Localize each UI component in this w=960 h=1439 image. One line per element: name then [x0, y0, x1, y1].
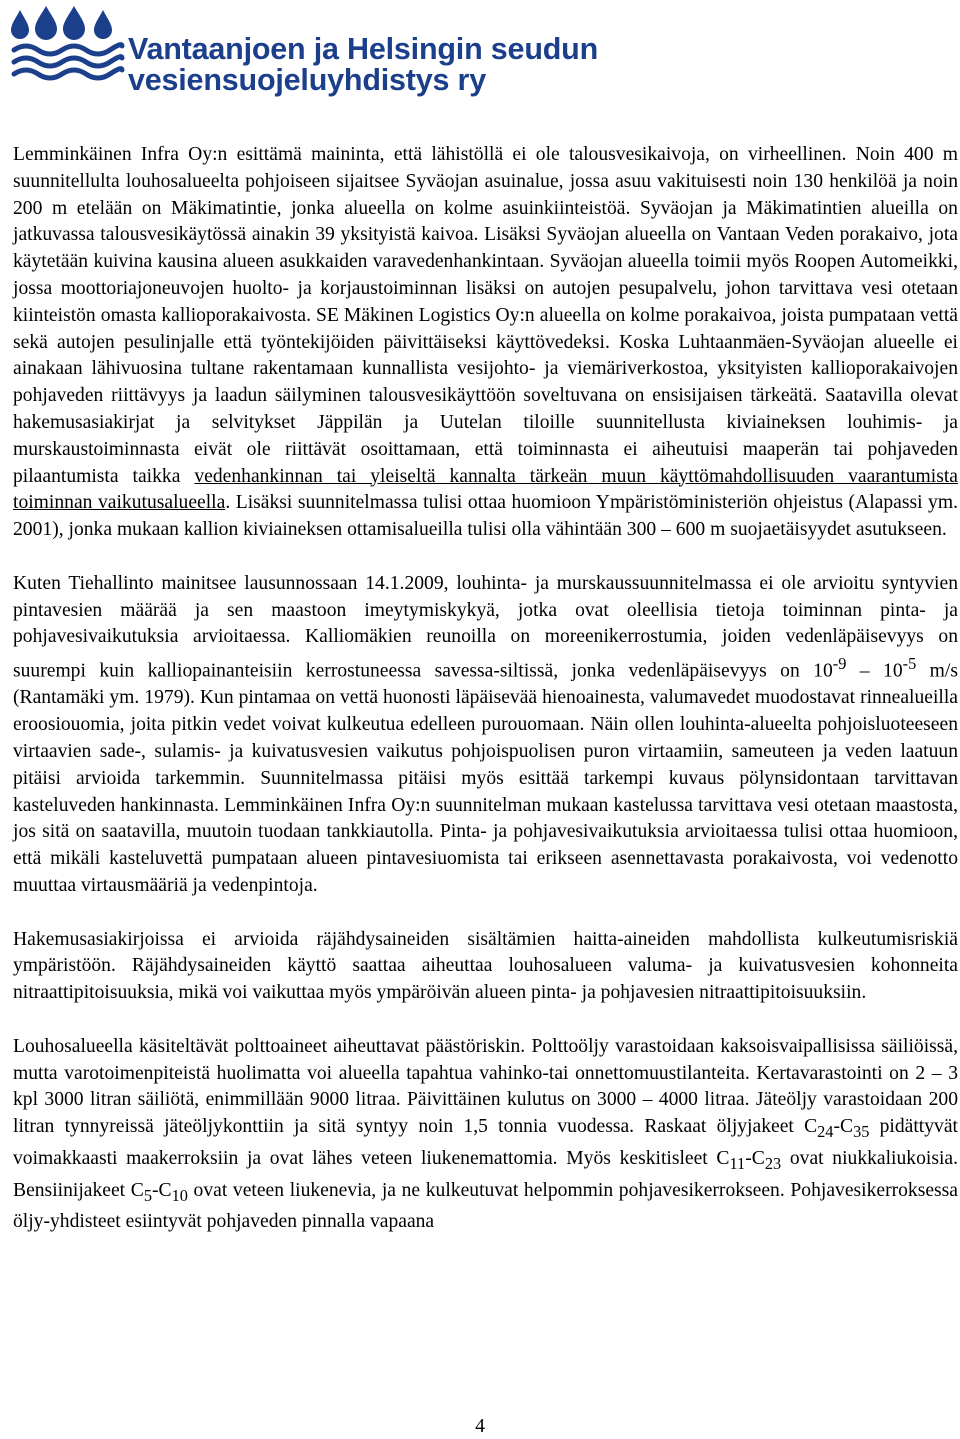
paragraph-4-part-3: pidättyvät voimakkaasti maakerroksiin ja ovat lähes veteen liukenemattomia. Myös keskitisleet C [13, 1116, 958, 1169]
organization-name-line1: Vantaanjoen ja Helsingin seudun [128, 32, 599, 66]
paragraph-1-underlined-phrase: vedenhankinnan tai yleiseltä kannalta tärkeän muun käyttömahdollisuuden vaarantumista toiminnan vaikutusalueella [13, 465, 958, 514]
paragraph-2-part-3: m/s (Rantamäki ym. 1979). Kun pintamaa on vettä huonosti läpäisevää hienoainesta, valumavedet muodostavat rinnealueilla eroosiouomia, joita pitkin vedet voivat kulkeutua edelleen purouomaan. Näin ollen louhinta-alueelta pohjoisluoteeseen virtaavien sade-, sulamis- ja kuivatusvesien vaikutus pohjoispuolisen puron virtaamiin, sameuteen ja veden laatuun pitäisi arvioida tarkemmin. Suunnitelmassa pitäisi myös esittää tarkempi kuvaus pölynsidontaan tarvittavan kasteluveden hankinnasta. Lemminkäinen Infra Oy:n suunnitelman mukaan kastelussa tarvittava vesi otetaan maastosta, jos sitä on saatavilla, muutoin tuodaan tankkiautolla. Pinta- ja pohjavesivaikutuksia arvioitaessa tulisi ottaa huomioon, että mikäli kasteluvettä pumpataan alueen pintavesiuomista tai erikseen asennettavasta porakaivosta, voi vedenotto muuttaa virtausmääriä ja vedenpintoja. [13, 660, 958, 897]
paragraph-4-part-5: ovat niukkaliukoisia. Bensiinijakeet C [13, 1147, 958, 1201]
letterhead [10, 4, 599, 100]
paragraph-2-part-2: – 10 [846, 660, 903, 682]
subscript-5: 5 [143, 1185, 152, 1205]
paragraph-4-part-1: Louhosalueella käsiteltävät polttoaineet aiheuttavat päästöriskin. Polttoöljy varastoidaan kaksoisvaipallisissa säiliöissä, mutta varotoimenpiteistä huolimatta voi alueella tapahtua vahinko-tai onnettomuustilanteita. Kertavarastointi on 2 – 3 kpl 3000 litran säiliötä, enimmillään 9000 litraa. Päivittäinen kulutus on 3000 – 4000 litraa. Jäteöljy varastoidaan 200 litran tynnyreissä jäteöljykonttiin ja sitä syntyy noin 1,5 tonnia vuodessa. Raskaat öljyjakeet C [13, 1035, 958, 1138]
organization-name-line2: vesiensuojeluyhdistys ry [128, 63, 486, 97]
exponent-2: -5 [902, 654, 917, 674]
paragraph-1-part-1: Lemminkäinen Infra Oy:n esittämä maininta, että lähistöllä ei ole talousvesikaivoja, on virheellinen. Noin 400 m suunnitellulta louhosalueelta pohjoiseen sijaitsee Syväojan asuinalue, jossa asuu vakituisesti noin 130 henkilöä ja noin 200 m etelään on Mäkimatintie, jonka alueella on kolme asuinkiinteistöä. [13, 144, 958, 219]
paragraph-4-part-6: -C [151, 1179, 172, 1201]
subscript-6: 10 [171, 1185, 188, 1205]
subscript-4: 23 [764, 1153, 782, 1173]
paragraph-2-part-1: Kuten Tiehallinto mainitsee lausunnossaan 14.1.2009, louhinta- ja murskaussuunnitelmassa ei ole arvioitu syntyvien pintavesien määrää ja sen maastoon imeytymiskykyä, jotka ovat oleellisia tietoja toiminnan pinta- ja pohjavesivaikutuksia arvioitaessa. Kalliomäkien reunoilla on moreenikerrostumia, joiden vedenläpäisevyys on suurempi kuin kalliopainanteisiin kerrostuneessa savessa-siltissä, jonka vedenläpäisevyys on 10 [13, 572, 958, 682]
paragraph-1-part-2: Syväojan ja Mäkimatintien alueilla on jatkuvassa talousvesikäytössä ainakin 39 yksityistä kaivoa. Lisäksi Syväojan alueella on Vantaan Veden porakaivo, jota käytetään kuivina kausina alueen asukkaiden varavedenhankintaan. [13, 197, 958, 273]
paragraph-4-part-4: -C [745, 1147, 765, 1169]
paragraph-1 [13, 142, 958, 544]
paragraph-2 [13, 571, 958, 900]
paragraph-3: Hakemusasiakirjoissa ei arvioida räjähdysaineiden sisältämien haitta-aineiden mahdollista kulkeutumisriskiä ympäristöön. Räjähdysaineiden käyttö saattaa aiheuttaa louhosalueen valuma- ja kuivatusvesien kohonneita nitraattipitoisuuksia, mikä voi vaikuttaa myös ympäröivän alueen pinta- ja pohjavesien nitraattipitoisuuksiin. [13, 928, 958, 1004]
paragraph-1-part-3: Syväojan alueella toimii myös Roopen Automeikki, jossa moottoriajoneuvojen huolto- ja korjaustoiminnan lisäksi on autojen pesupalvelu, johon tarvittava vesi otetaan kiinteistön omasta kallioporakaivosta. SE Mäkinen Logistics Oy:n alueella on kolme porakaivoa, joista pumpataan vettä sekä autojen pesulinjalle että työntekijöiden päivittäiseksi käyttövedeksi. Koska Luhtaanmäen-Syväojan alueelle ei ainakaan lähivuosina tultane rakentamaan kunnallista vesijohto- ja viemäriverkostoa, yksityisten kallioporakaivojen pohjaveden riittävyys ja laadun säilyminen talousvesikäyttöön soveltuvana on ensisijaisen tärkeätä. Saatavilla olevat hakemusasiakirjat ja selvitykset Jäppilän ja Uutelan tiloille suunnitellusta kiviaineksen louhimis- ja murskaustoiminnasta eivät ole riittävät osoittamaan, että toiminnasta ei aiheutuisi maaperän tai pohjaveden pilaantumista taikka [13, 251, 958, 487]
paragraph-4-part-7: ovat veteen liukenevia, ja ne kulkeutuvat helpommin pohjavesikerrokseen. Pohjavesikerroksessa öljy-yhdisteet esiintyvät pohjaveden pinnalla vapaana [13, 1179, 958, 1233]
paragraph-4 [13, 1034, 958, 1236]
organization-name [128, 34, 598, 96]
subscript-2: 35 [853, 1122, 870, 1142]
paragraph-1-part-4: . Lisäksi suunnitelmassa tulisi ottaa huomioon Ympäristöministeriön ohjeistus (Alapassi ym. 2001), jonka mukaan kallion kiviaineksen ottamisalueilla tulisi olla vähintään 300 – 600 m suojaetäisyydet asutukseen. [13, 492, 958, 541]
page-number: 4 [475, 1416, 485, 1437]
subscript-3: 11 [729, 1153, 746, 1173]
water-drops-waves-logo-icon [10, 4, 125, 86]
subscript-1: 24 [817, 1122, 834, 1142]
paragraph-4-part-2: -C [833, 1116, 854, 1138]
document-body [13, 142, 958, 1236]
exponent-1: -9 [832, 654, 847, 674]
